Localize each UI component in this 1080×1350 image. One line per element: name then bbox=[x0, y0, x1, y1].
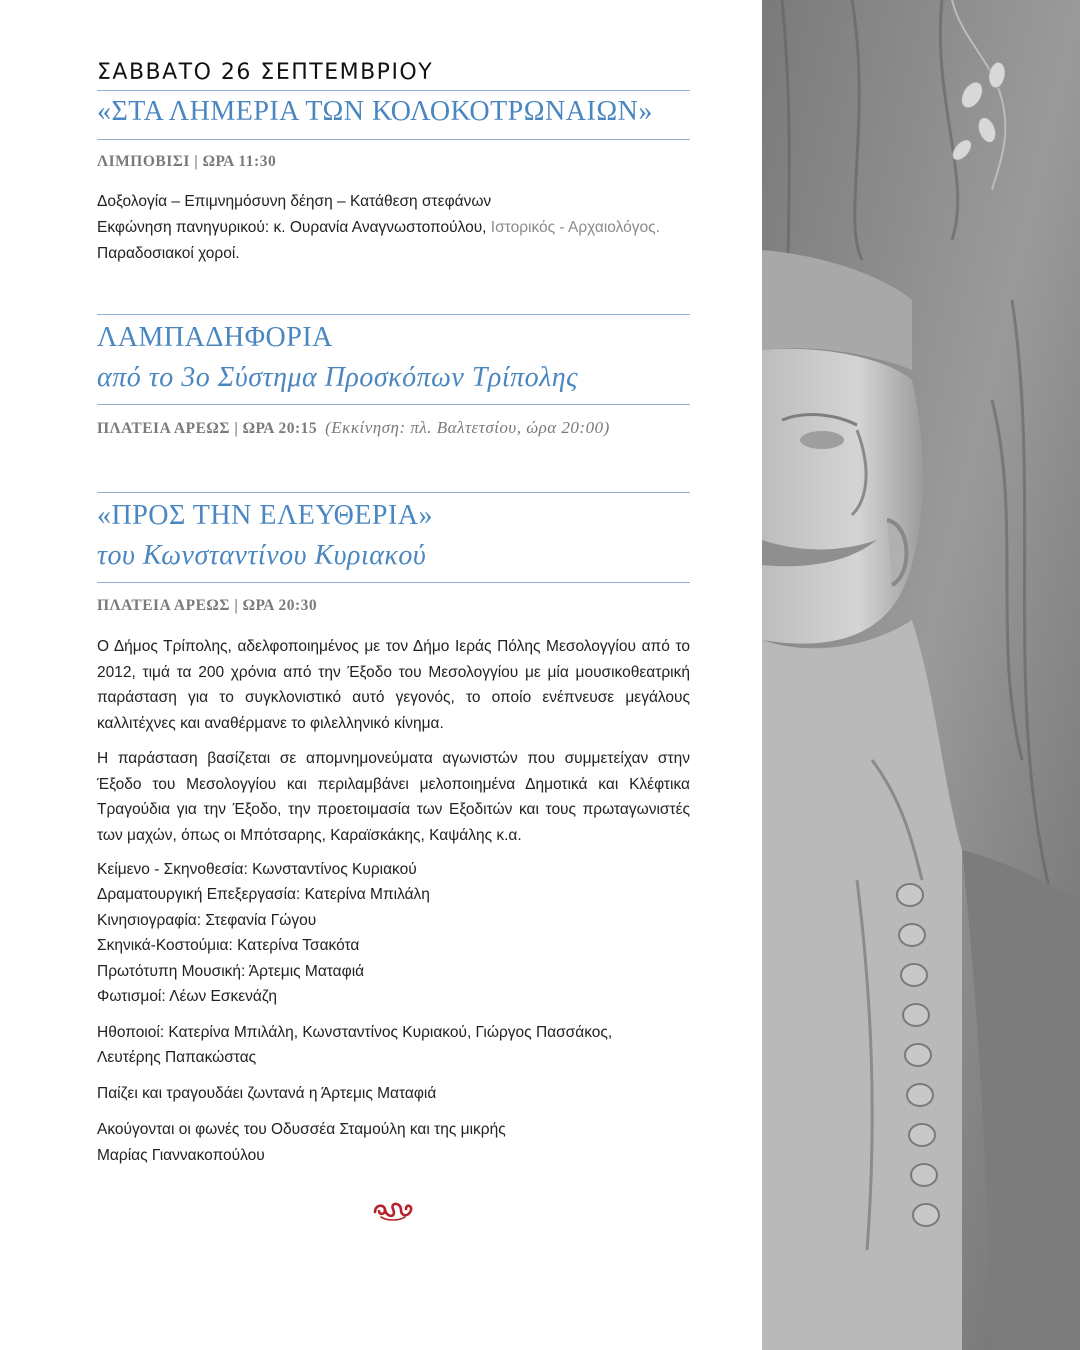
actors-line: Ηθοποιοί: Κατερίνα Μπιλάλη, Κωνσταντίνος Κυριακού, Γιώργος Πασσάκος, bbox=[97, 1024, 613, 1041]
day-heading: ΣΑΒΒΑΤΟ 26 ΣΕΠΤΕΜΒΡΙΟΥ bbox=[97, 60, 434, 85]
credit-line: Φωτισμοί: Λέων Εσκενάζη bbox=[97, 988, 278, 1005]
event-detail-line: Παραδοσιακοί χοροί. bbox=[97, 245, 240, 262]
event-location-time: ΠΛΑΤΕΙΑ ΑΡΕΩΣ | ΩΡΑ 20:30 bbox=[97, 597, 318, 614]
credit-line: Σκηνικά-Κοστούμια: Κατερίνα Τσακότα bbox=[97, 937, 360, 954]
divider bbox=[97, 90, 690, 91]
speaker-text: Εκφώνηση πανηγυρικού: κ. Ουρανία Αναγνωστοπούλου, bbox=[97, 219, 491, 236]
event-title-freedom: «ΠΡΟΣ ΤΗΝ ΕΛΕΥΘΕΡΙΑ» bbox=[97, 500, 434, 531]
event-description: Η παράσταση βασίζεται σε απομνημονεύματα αγωνιστών που συμμετείχαν στην Έξοδο του Μεσολογγίου και περιλαμβάνει μελοποιημένα Δημοτικά και Κλέφτικα Τραγούδια για την Έξοδο, την προετοιμασία των Εξοδιτών και τους πρωταγωνιστές των μαχών, όπως οι Μπότσαρης, Καραϊσκάκης, Καψάλης κ.α. bbox=[97, 750, 690, 844]
event-meta-note: (Εκκίνηση: πλ. Βαλτετσίου, ώρα 20:00) bbox=[325, 418, 610, 437]
speaker-role: Ιστορικός - Αρχαιολόγος. bbox=[490, 219, 660, 236]
event-meta-main: ΠΛΑΤΕΙΑ ΑΡΕΩΣ | ΩΡΑ 20:15 bbox=[97, 420, 318, 437]
divider bbox=[97, 314, 690, 315]
event-location-time: ΛΙΜΠΟΒΙΣΙ | ΩΡΑ 11:30 bbox=[97, 153, 277, 170]
event-detail-line: Δοξολογία – Επιμνημόσυνη δέηση – Κατάθεση στεφάνων bbox=[97, 193, 492, 210]
bust-statue-photo bbox=[762, 0, 1080, 1350]
event-subtitle-author: του Κωνσταντίνου Κυριακού bbox=[97, 540, 427, 571]
credit-line: Κείμενο - Σκηνοθεσία: Κωνσταντίνος Κυριακού bbox=[97, 861, 417, 878]
voices-line: Ακούγονται οι φωνές του Οδυσσέα Σταμούλη και της μικρής bbox=[97, 1121, 506, 1138]
event-title-kolokotronaioi: «ΣΤΑ ΛΗΜΕΡΙΑ ΤΩΝ ΚΟΛΟΚΟΤΡΩΝΑΙΩΝ» bbox=[97, 96, 653, 127]
event-description: Ο Δήμος Τρίπολης, αδελφοποιημένος με τον Δήμο Ιεράς Πόλης Μεσολογγίου από το 2012, τιμά τα 200 χρόνια από την Έξοδο του Μεσολογγίου με μία μουσικοθεατρική παράσταση για το συγκλονιστικό αυτό γεγονός, το οποίο ενέπνευσε μεγάλους καλλιτέχνες και αναθέρμανε το φιλελληνικό κίνημα. bbox=[97, 638, 690, 732]
event-location-time bbox=[97, 418, 610, 438]
credit-line: Πρωτότυπη Μουσική: Άρτεμις Ματαφιά bbox=[97, 963, 365, 980]
divider bbox=[97, 139, 690, 140]
actors-line: Λευτέρης Παπακώστας bbox=[97, 1049, 257, 1066]
divider bbox=[97, 582, 690, 583]
event-detail-line bbox=[97, 219, 660, 237]
event-title-torch-relay: ΛΑΜΠΑΔΗΦΟΡΙΑ bbox=[97, 322, 333, 353]
live-music-line: Παίζει και τραγουδάει ζωντανά η Άρτεμις Ματαφιά bbox=[97, 1085, 437, 1102]
divider bbox=[97, 404, 690, 405]
credit-line: Κινησιογραφία: Στεφανία Γώγου bbox=[97, 912, 317, 929]
event-subtitle-scouts: από το 3ο Σύστημα Προσκόπων Τρίπολης bbox=[97, 362, 579, 393]
credit-line: Δραματουργική Επεξεργασία: Κατερίνα Μπιλάλη bbox=[97, 886, 430, 903]
divider bbox=[97, 492, 690, 493]
red-swirl-ornament-icon bbox=[371, 1198, 415, 1229]
voices-line: Μαρίας Γιαννακοπούλου bbox=[97, 1147, 265, 1164]
